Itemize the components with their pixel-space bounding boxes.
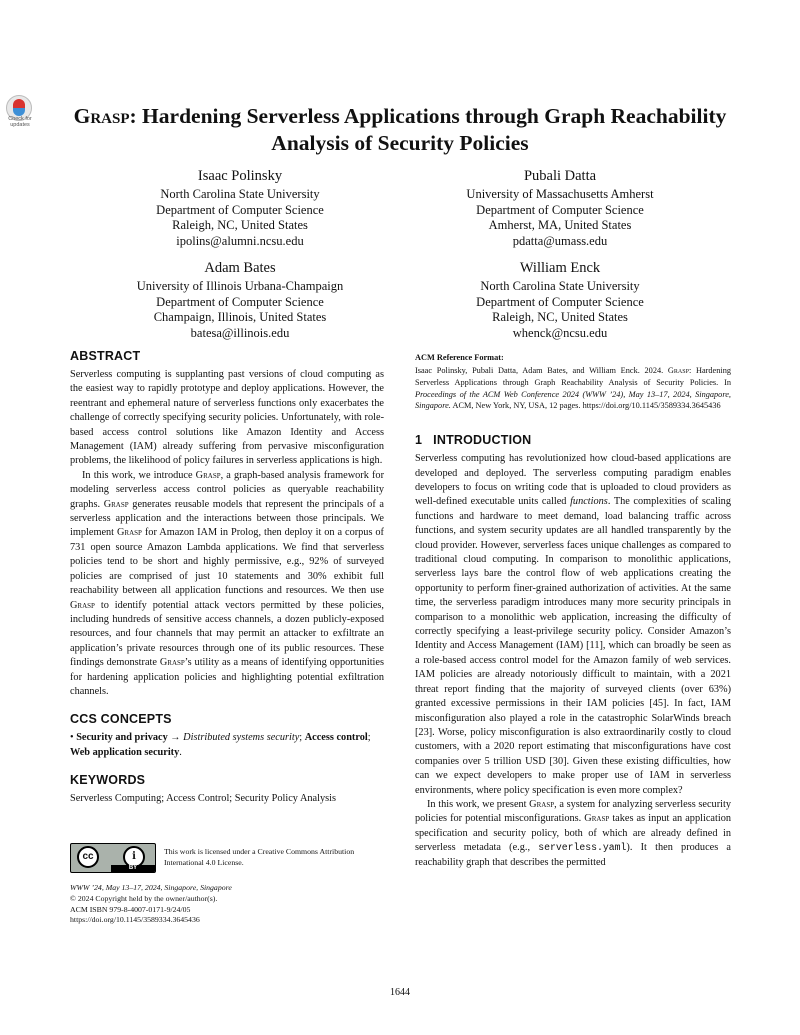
cc-by-license-icon[interactable] <box>70 843 156 873</box>
author-department: Department of Computer Science <box>476 202 644 217</box>
author-name: Isaac Polinsky <box>197 168 283 184</box>
keywords-text: Serverless Computing; Access Control; Security Policy Analysis <box>70 793 336 805</box>
author-affiliation: North Carolina State University <box>480 279 640 293</box>
author-affiliation: University of Illinois Urbana-Champaign <box>136 279 344 293</box>
author-location: Raleigh, NC, United States <box>172 218 308 233</box>
copyright-line: © 2024 Copyright held by the owner/author(s). <box>70 893 218 903</box>
author-name: Pubali Datta <box>523 168 597 184</box>
conference-line: WWW ’24, May 13–17, 2024, Singapore, Singapore <box>70 883 232 892</box>
license-text: This work is licensed under a Creative Commons Attribution International 4.0 License. <box>164 847 355 867</box>
page-number: 1644 <box>390 987 410 998</box>
author-name: Adam Bates <box>204 260 276 276</box>
author-email: whenck@ncsu.edu <box>512 325 608 340</box>
author-department: Department of Computer Science <box>156 202 324 217</box>
author-email: batesa@illinois.edu <box>190 325 290 340</box>
ccs-heading: CCS CONCEPTS <box>70 712 172 727</box>
doi-link[interactable]: https://doi.org/10.1145/3589334.3645436 <box>70 915 200 925</box>
author-email: pdatta@umass.edu <box>512 233 608 248</box>
author-block-1 <box>80 166 400 249</box>
introduction-heading: 1 INTRODUCTION <box>415 433 532 448</box>
author-block-3 <box>80 258 400 341</box>
author-email: ipolins@alumni.ncsu.edu <box>176 233 304 248</box>
system-name: Grasp <box>73 104 130 128</box>
author-location: Champaign, Illinois, United States <box>153 310 327 325</box>
isbn-line: ACM ISBN 979-8-4007-0171-9/24/05 <box>70 904 191 914</box>
left-column <box>70 348 384 807</box>
license-block <box>70 843 384 875</box>
author-location: Raleigh, NC, United States <box>492 310 628 325</box>
attribution-icon: i <box>123 846 145 868</box>
abstract-paragraph: Serverless computing is supplanting past versions of cloud computing as the easiest way to rapidly prototype and deploy applications. However, the reentrant and ephemeral nature of serverless functions only exacerbates the challenge of correctly specifying security policies. Unfortunately, with role-based access control solutions like Amazon Identity and Access Management (IAM) already suffering from pervasive misconfiguration problems, the likelihood of policy failures in serverless applications is high. <box>70 369 384 467</box>
abstract-heading: ABSTRACT <box>70 349 141 363</box>
check-for-updates-badge[interactable] <box>2 95 36 129</box>
author-affiliation: North Carolina State University <box>160 187 320 201</box>
author-department: Department of Computer Science <box>476 294 644 309</box>
by-label: BY <box>111 865 155 872</box>
abstract-paragraph: In this work, we introduce Grasp, a graph-based analysis framework for modeling serverless access control policies as queryable reachability graphs. Grasp generates reusable models that represent the principals of a serverless application and the interactions between those principals. We implement Grasp for Amazon IAM in Prolog, then deploy it on a corpus of 731 open source Amazon Lambda applications. We find that serverless policies tend to be short and highly permissive, e.g., 92% of surveyed policies are comprised of just 10 statements and 30% exhibit full reachability between all application functions and resources. We then use Grasp to identify potential attack vectors permitted by these policies, including hundreds of sensitive access channels, a dozen publicly-exposed resources, and four channels that may permit an attacker to exfiltrate an application’s private resources through one of its public resources. These findings demonstrate Grasp’s utility as a means of identifying opportunities for hardening application policies and highlighting potential exfiltration channels. <box>70 469 384 697</box>
acm-reference-text: Isaac Polinsky, Pubali Datta, Adam Bates, and William Enck. 2024. Grasp: Hardening Serverless Applications through Graph Reachability Analysis of Security Policies. In Proceedings of the ACM Web Conference 2024 (WWW ’24), May 13–17, 2024, Singapore, Singapore. ACM, New York, NY, USA, 12 pages. https://doi.org/10.1145/3589334.3645436 <box>415 366 731 411</box>
cc-icon: cc <box>77 846 99 868</box>
right-column <box>415 352 731 870</box>
title-rest: : Hardening Serverless Applications through Graph Reachability Analysis of Security Policies <box>129 104 727 155</box>
paper-title <box>70 103 730 157</box>
author-block-2 <box>400 166 720 249</box>
author-department: Department of Computer Science <box>156 294 324 309</box>
introduction-paragraph: Serverless computing has revolutionized how cloud-based applications are developed and deployed. The serverless computing paradigm enables developers to focus on writing code that is uploaded to cloud providers as well-defined executable units called functions. The complexities of scaling functions and hardware to meet demand, load balancing traffic across functions, and system security updates are all handled transparently by the cloud provider. However, serverless faces unique challenges as compared to traditional cloud computing. In comparison to monolithic applications, serverless lays bare the control flow of web applications creating the opportunity to perform finer-grained authorization of activities. At the same time, the serverless paradigm introduces many more security principals in comparison to a monolithic web application, increasing the difficulty of correctly specifying a least-privilege security policy. Consider Amazon’s Identity and Access Management (IAM) [11], which can broadly be seen as a role-based access control model for the Amazon family of web services. IAM policies are already notoriously difficult to maintain, with a 2021 threat report finding that the majority of surveyed clients (over 63%) granted excessive permissions in their IAM policies [45]. In fact, IAM misconfiguration also played a role in the catastrophic SolarWinds breach [23]. Worse, policy misconfiguration is also extraordinarily costly to cloud customers, with a 2020 report estimating that misconfigurations have cost companies over 5 trillion USD [30]. Given these existing difficulties, how can we expect developers to make proper use of IAM in serverless environments, where policy specification is even more complex? <box>415 453 731 796</box>
author-location: Amherst, MA, United States <box>488 218 632 233</box>
introduction-paragraph: In this work, we present Grasp, a system for analyzing serverless security policies for potential misconfigurations. Grasp takes as input an application specification and security policy, both of which are already defined in serverless metadata (e.g., serverless.yaml). It then produces a reachability graph that describes the permitted <box>415 798 731 868</box>
author-name: William Enck <box>519 260 601 276</box>
crossmark-label: Check for updates <box>8 116 32 128</box>
venue-info <box>70 883 384 926</box>
author-block-4 <box>400 258 720 341</box>
keywords-heading: KEYWORDS <box>70 773 146 788</box>
author-affiliation: University of Massachusetts Amherst <box>466 187 654 201</box>
acm-reference-heading: ACM Reference Format: <box>415 353 504 362</box>
ccs-concepts: • Security and privacy → Distributed systems security; Access control; Web application security. <box>70 732 371 758</box>
